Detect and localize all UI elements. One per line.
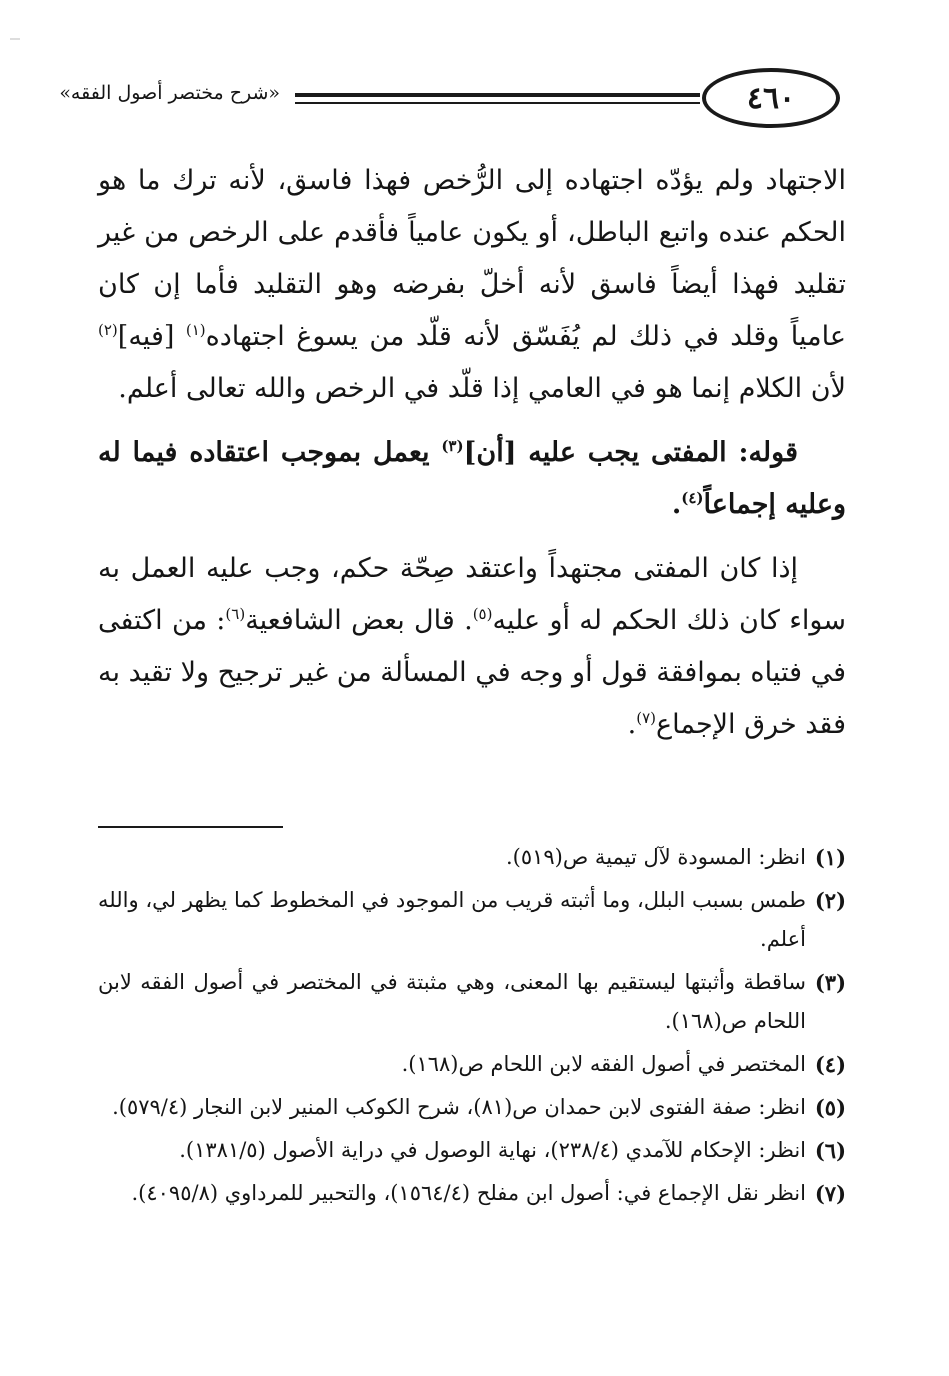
footnote-number: (٧): [814, 1181, 846, 1206]
page-number: ٤٦٠: [746, 80, 796, 116]
footnote-ref: (١): [185, 321, 206, 339]
paragraph-text: الاجتهاد ولم يؤدّه اجتهاده إلى الرُّخص فهذا فاسق، لأنه ترك ما هو الحكم عنده واتبع الباطل، أو يكون عامياً فأقدم على الرخص من غير تقليد فهذا أيضاً فاسق لأنه أخلّ بفرضه وهو التقليد فأما إن كان عامياً وقلد في ذلك لم يُفَسّق لأنه قلّد من يسوغ: [98, 165, 846, 352]
paragraph-text: .: [627, 709, 637, 740]
paragraph-text: لأن الكلام إنما هو في العامي إذا قلّد في الرخص والله تعالى أعلم.: [118, 373, 846, 404]
running-title: «شرح مختصر أصول الفقه»: [59, 82, 280, 104]
page-header: [59, 52, 850, 132]
paragraph-text: : من اكتفى في فتياه بموافقة قول أو وجه في المسألة من غير ترجيح ولا تقيد به فقد خرق الإجماع: [98, 605, 846, 740]
footnote-ref: (٣): [441, 437, 464, 455]
paragraph-continuation: [98, 155, 846, 415]
footnote-number: (١): [814, 845, 846, 870]
heading-text: يعمل بموجب اعتقاده فيما له وعليه إجماعاً: [98, 437, 846, 520]
footnote: [98, 881, 846, 959]
footnote-ref: (٥): [472, 605, 493, 623]
page-number-oval: [702, 68, 840, 128]
footnote: [98, 1045, 846, 1084]
footnote-number: (٦): [814, 1138, 846, 1163]
footnote-ref: (٧): [636, 709, 657, 727]
footnote-text: انظر: الإحكام للآمدي (٢٣٨/٤)، نهاية الوصول في دراية الأصول (١٣٨١/٥).: [179, 1138, 806, 1162]
paragraph: [98, 543, 846, 751]
header-rule-thin: [295, 102, 700, 104]
margin-mark: [10, 38, 20, 40]
footnote-ref: (٤): [681, 489, 704, 507]
paragraph-text: . قال بعض الشافعية: [245, 605, 473, 636]
footnote-text: انظر: صفة الفتوى لابن حمدان ص(٨١)، شرح الكوكب المنير لابن النجار (٥٧٩/٤).: [112, 1095, 806, 1119]
footnote-number: (٥): [814, 1095, 846, 1120]
paragraph-text: اجتهاده: [205, 321, 285, 352]
footnotes-list: [98, 838, 846, 1217]
footnote: [98, 1174, 846, 1213]
footnote-text: انظر نقل الإجماع في: أصول ابن مفلح (١٥٦٤/٤)، والتحبير للمرداوي (٤٠٩٥/٨).: [131, 1181, 806, 1205]
main-text: [98, 155, 846, 751]
footnote-number: (٢): [814, 888, 846, 913]
footnote-number: (٤): [814, 1052, 846, 1077]
footnote-separator: [98, 826, 283, 828]
footnote: [98, 838, 846, 877]
heading-text: .: [671, 489, 682, 520]
paragraph-text: [فيه]: [117, 321, 186, 352]
footnote-ref: (٦): [225, 605, 246, 623]
footnote: [98, 1131, 846, 1170]
footnote-text: المختصر في أصول الفقه لابن اللحام ص(١٦٨).: [401, 1052, 806, 1076]
section-heading: [98, 427, 846, 531]
footnote-text: انظر: المسودة لآل تيمية ص(٥١٩).: [505, 845, 806, 869]
footnote-text: ساقطة وأثبتها ليستقيم بها المعنى، وهي مثبتة في المختصر في أصول الفقه لابن اللحام ص(١٦٨).: [98, 970, 806, 1033]
footnote-ref: (٢): [98, 321, 118, 339]
footnote: [98, 1088, 846, 1127]
footnote-number: (٣): [814, 970, 846, 995]
paragraph-text: إذا كان المفتى مجتهداً واعتقد صِحّة حكم، وجب عليه العمل به سواء كان ذلك الحكم له أو عليه: [98, 553, 846, 636]
header-rule-thick: [295, 93, 700, 97]
footnote-text: طمس بسبب البلل، وما أثبته قريب من الموجود في المخطوط كما يظهر لي، والله أعلم.: [98, 888, 806, 951]
footnote: [98, 963, 846, 1041]
heading-text: قوله: المفتى يجب عليه [أن]: [463, 437, 798, 468]
